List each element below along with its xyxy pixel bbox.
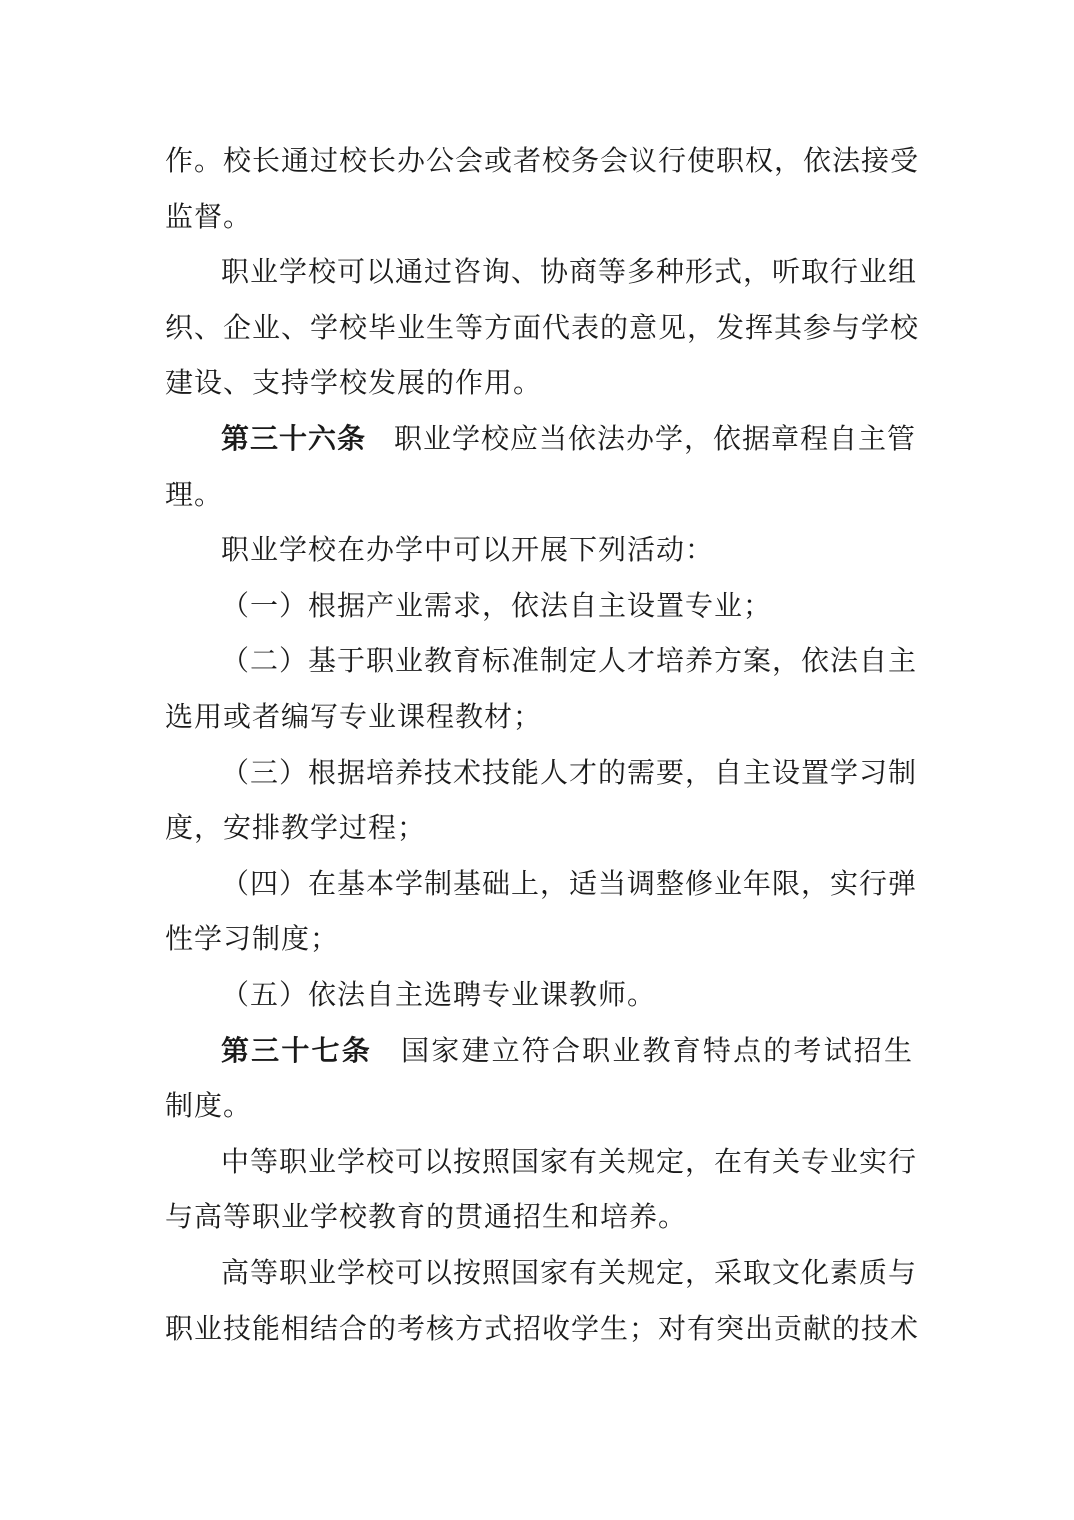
text-line: 职业学校可以通过咨询、协商等多种形式，听取行业组 <box>221 255 918 288</box>
text-line: 性学习制度； <box>165 922 340 955</box>
text-line: 度，安排教学过程； <box>165 811 427 844</box>
text-line: 高等职业学校可以按照国家有关规定，采取文化素质与 <box>221 1256 918 1289</box>
list-item: （二）基于职业教育标准制定人才培养方案，依法自主 <box>221 644 918 677</box>
text-line: 制度。 <box>165 1089 253 1122</box>
text-line: 与高等职业学校教育的贯通招生和培养。 <box>165 1200 688 1233</box>
text-line: 监督。 <box>165 200 253 233</box>
article-37-heading: 第三十七条 <box>221 1034 372 1067</box>
list-item: （四）在基本学制基础上，适当调整修业年限，实行弹 <box>221 867 918 900</box>
text-line: 职业技能相结合的考核方式招收学生；对有突出贡献的技术 <box>165 1312 920 1345</box>
list-item: （一）根据产业需求，依法自主设置专业； <box>221 589 773 622</box>
text-line: 作。校长通过校长办公会或者校务会议行使职权，依法接受 <box>165 144 920 177</box>
article-36-line <box>221 421 917 457</box>
text-line: 选用或者编写专业课程教材； <box>165 700 543 733</box>
text-line: 职业学校在办学中可以开展下列活动： <box>221 533 715 566</box>
list-item: （五）依法自主选聘专业课教师。 <box>221 978 657 1011</box>
text-line: 织、企业、学校毕业生等方面代表的意见，发挥其参与学校 <box>165 311 920 344</box>
text-line: 建设、支持学校发展的作用。 <box>165 366 543 399</box>
article-37-text: 国家建立符合职业教育特点的考试招生 <box>399 1034 913 1067</box>
text-line: 理。 <box>165 478 224 511</box>
article-36-heading: 第三十六条 <box>221 422 367 455</box>
article-36-text: 职业学校应当依法办学，依据章程自主管 <box>394 422 917 455</box>
list-item: （三）根据培养技术技能人才的需要，自主设置学习制 <box>221 756 918 789</box>
text-line: 中等职业学校可以按照国家有关规定，在有关专业实行 <box>221 1145 918 1178</box>
article-37-line <box>221 1033 913 1069</box>
